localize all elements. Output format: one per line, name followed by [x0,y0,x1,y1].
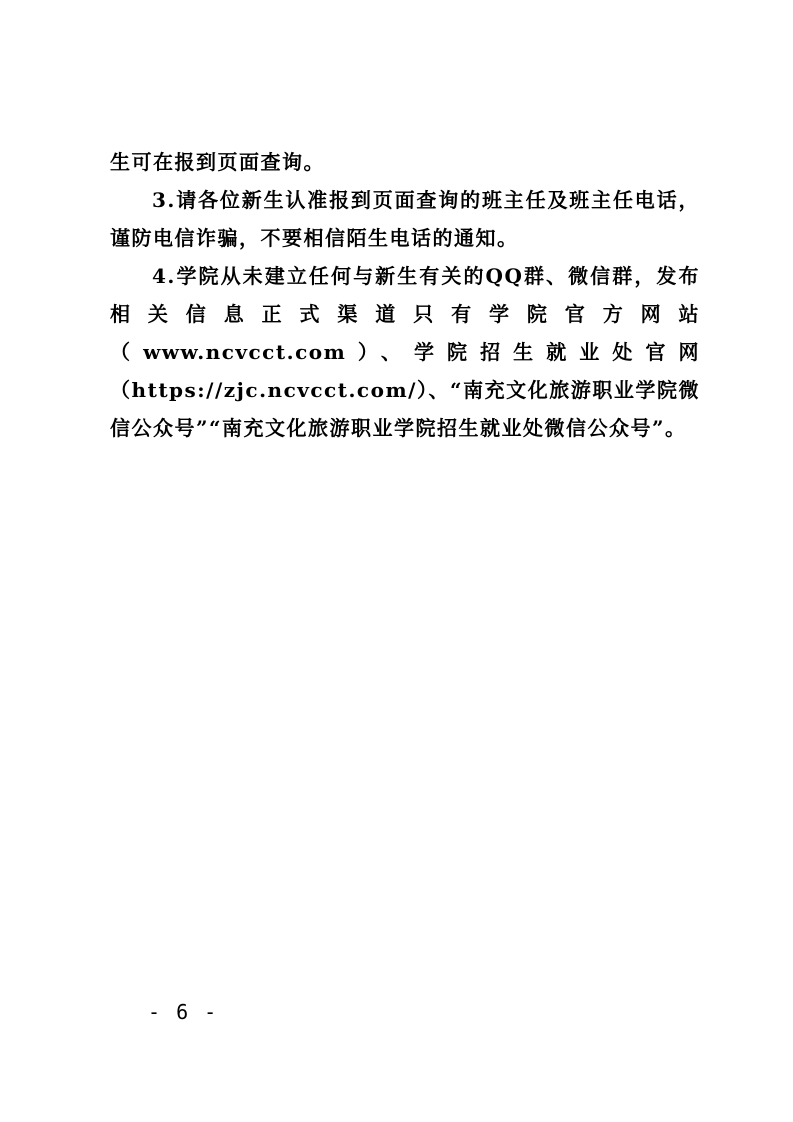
paragraph-item-3: 3.请各位新生认准报到页面查询的班主任及班主任电话，谨防电信诈骗，不要相信陌生电话的通知。 [110,188,700,250]
page-number: - 6 - [148,1000,219,1024]
document-body [110,143,700,447]
paragraph-item-4: 4.学院从未建立任何与新生有关的QQ群、微信群，发布相关信息正式渠道只有学院官方网站（www.ncvcct.com）、学院招生就业处官网（https://zjc.ncvcct.com/）、“南充文化旅游职业学院微信公众号”“南充文化旅游职业学院招生就业处微信公众号”。 [110,264,700,440]
paragraph-continuation: 生可在报到页面查询。 [110,150,325,174]
